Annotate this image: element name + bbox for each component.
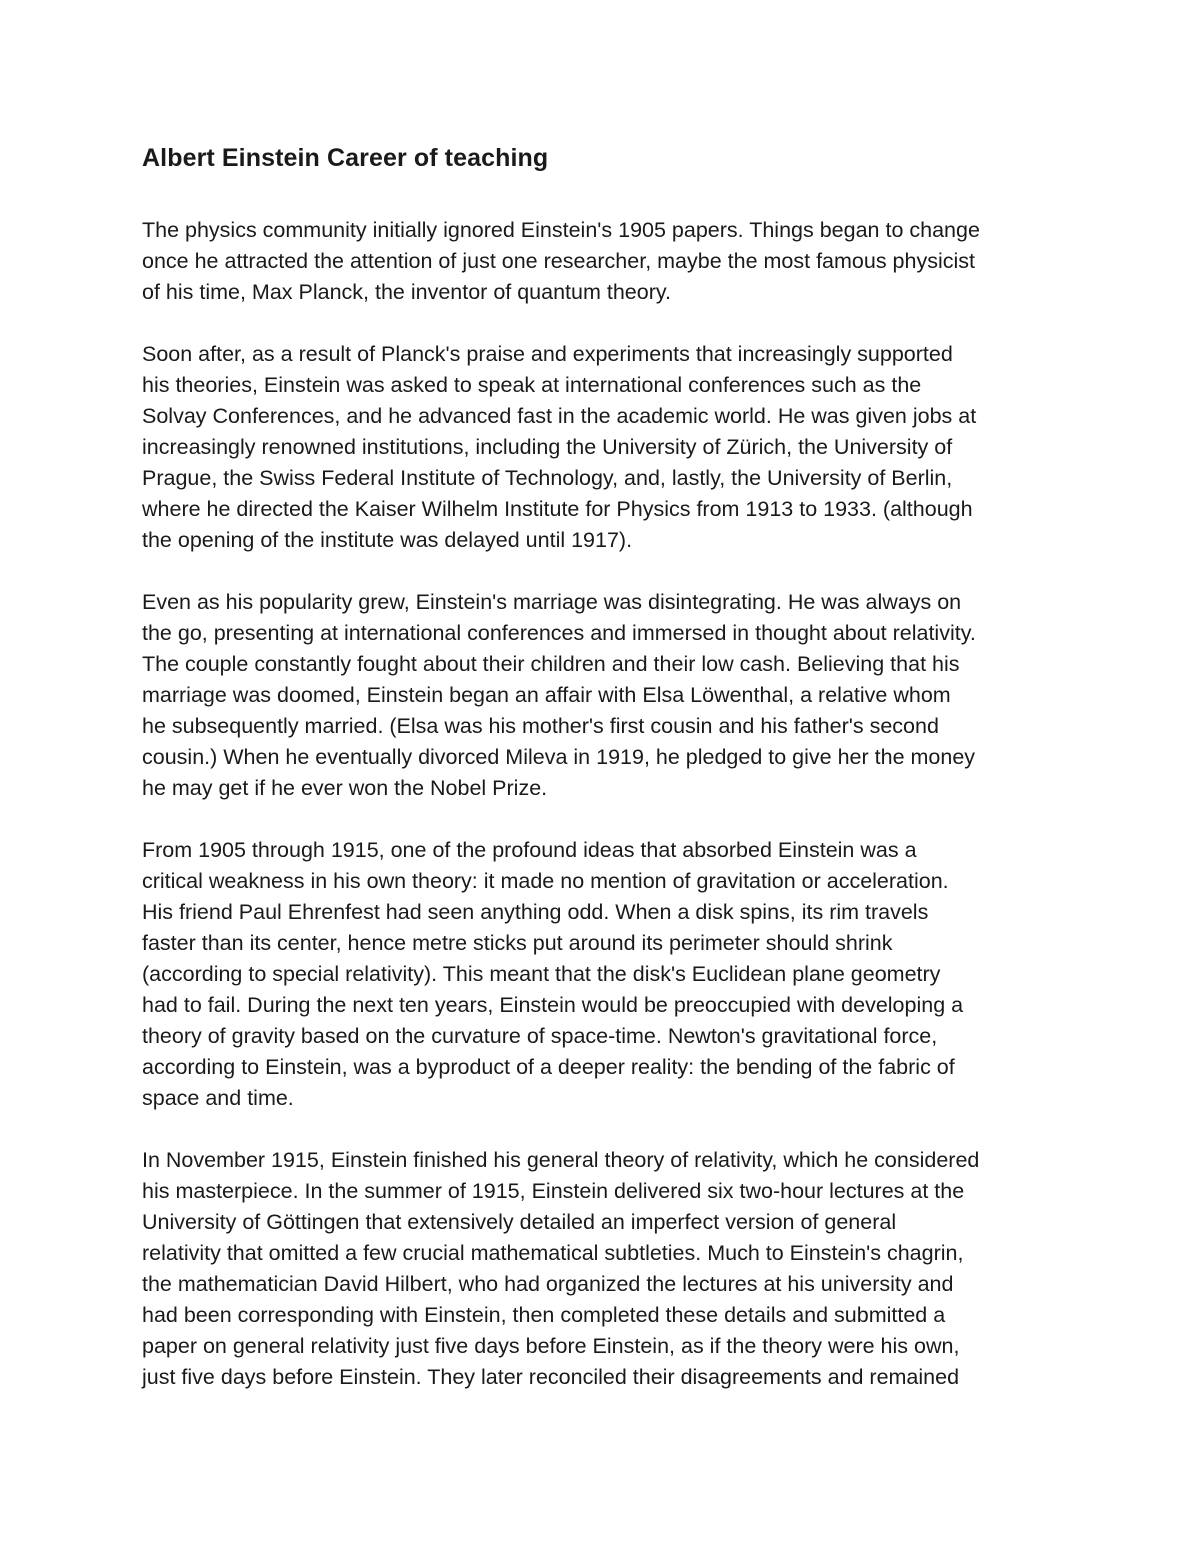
text-line: he subsequently married. (Elsa was his mother's first cousin and his father's second bbox=[142, 714, 939, 738]
text-line: where he directed the Kaiser Wilhelm Institute for Physics from 1913 to 1933. (although bbox=[142, 497, 973, 521]
text-line: The couple constantly fought about their children and their low cash. Believing that his bbox=[142, 652, 960, 676]
text-line: marriage was doomed, Einstein began an affair with Elsa Löwenthal, a relative whom bbox=[142, 683, 951, 707]
text-line: once he attracted the attention of just one researcher, maybe the most famous physicist bbox=[142, 249, 975, 273]
text-line: Even as his popularity grew, Einstein's marriage was disintegrating. He was always on bbox=[142, 590, 962, 614]
text-line: the opening of the institute was delayed until 1917). bbox=[142, 528, 633, 552]
text-line: His friend Paul Ehrenfest had seen anything odd. When a disk spins, its rim travels bbox=[142, 900, 929, 924]
text-line: the mathematician David Hilbert, who had organized the lectures at his university and bbox=[142, 1272, 954, 1296]
text-line: From 1905 through 1915, one of the profound ideas that absorbed Einstein was a bbox=[142, 838, 917, 862]
text-line: he may get if he ever won the Nobel Prize. bbox=[142, 776, 548, 800]
text-line: (according to special relativity). This meant that the disk's Euclidean plane geometry bbox=[142, 962, 941, 986]
text-line: relativity that omitted a few crucial mathematical subtleties. Much to Einstein's chagrin, bbox=[142, 1241, 964, 1265]
text-line: the go, presenting at international conferences and immersed in thought about relativity. bbox=[142, 621, 976, 645]
text-line: his theories, Einstein was asked to speak at international conferences such as the bbox=[142, 373, 922, 397]
text-line: The physics community initially ignored Einstein's 1905 papers. Things began to change bbox=[142, 218, 980, 242]
text-line: increasingly renowned institutions, including the University of Zürich, the University of bbox=[142, 435, 953, 459]
text-line: space and time. bbox=[142, 1086, 294, 1110]
text-line: Solvay Conferences, and he advanced fast in the academic world. He was given jobs at bbox=[142, 404, 977, 428]
text-line: cousin.) When he eventually divorced Mileva in 1919, he pledged to give her the money bbox=[142, 745, 976, 769]
paragraph-4 bbox=[142, 835, 1072, 1114]
text-line: his masterpiece. In the summer of 1915, Einstein delivered six two-hour lectures at the bbox=[142, 1179, 965, 1203]
text-line: Prague, the Swiss Federal Institute of Technology, and, lastly, the University of Berlin, bbox=[142, 466, 953, 490]
text-line: faster than its center, hence metre sticks put around its perimeter should shrink bbox=[142, 931, 893, 955]
paragraph-2 bbox=[142, 339, 1072, 556]
paragraph-1 bbox=[142, 215, 1072, 308]
paragraph-5 bbox=[142, 1145, 1072, 1393]
text-line: had been corresponding with Einstein, then completed these details and submitted a bbox=[142, 1303, 946, 1327]
document-page bbox=[142, 140, 1072, 1424]
text-line: theory of gravity based on the curvature of space-time. Newton's gravitational force, bbox=[142, 1024, 938, 1048]
text-line: University of Göttingen that extensively detailed an imperfect version of general bbox=[142, 1210, 897, 1234]
text-line: according to Einstein, was a byproduct of a deeper reality: the bending of the fabric of bbox=[142, 1055, 955, 1079]
text-line: paper on general relativity just five days before Einstein, as if the theory were his own, bbox=[142, 1334, 960, 1358]
text-line: just five days before Einstein. They later reconciled their disagreements and remained bbox=[142, 1365, 960, 1389]
text-line: had to fail. During the next ten years, Einstein would be preoccupied with developing a bbox=[142, 993, 964, 1017]
text-line: critical weakness in his own theory: it made no mention of gravitation or acceleration. bbox=[142, 869, 949, 893]
text-line: of his time, Max Planck, the inventor of quantum theory. bbox=[142, 280, 671, 304]
document-title: Albert Einstein Career of teaching bbox=[142, 144, 549, 172]
text-line: In November 1915, Einstein finished his general theory of relativity, which he considered bbox=[142, 1148, 980, 1172]
paragraph-3 bbox=[142, 587, 1072, 804]
text-line: Soon after, as a result of Planck's praise and experiments that increasingly supported bbox=[142, 342, 953, 366]
